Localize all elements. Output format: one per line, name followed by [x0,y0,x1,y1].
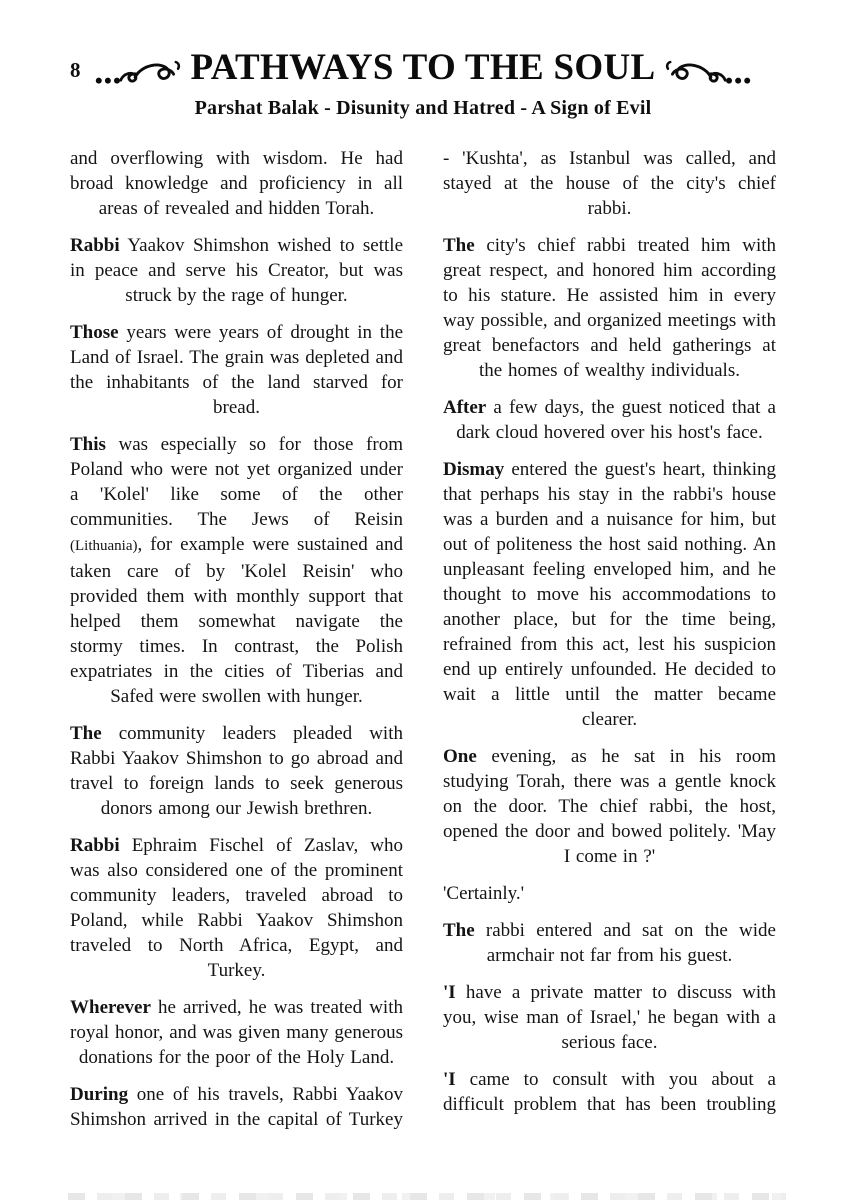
page-header [0,0,846,120]
paragraph [70,833,403,983]
paragraph [70,233,403,308]
paragraph-text: a few days, the guest noticed that a dark cloud hovered over his host's face. [456,397,776,443]
paragraph-text: evening, as he sat in his room studying Torah, there was a gentle knock on the door. The chief rabbi, the host, opened the door and bowed politely. 'May I come in ?' [443,746,776,867]
paragraph-lead-word: Rabbi [70,835,120,856]
paragraph-text: and overflowing with wisdom. He had broad knowledge and proficiency in all areas of revealed and hidden Torah. [70,148,403,219]
paragraph-lead-word: One [443,746,477,767]
paragraph [443,146,776,221]
left-text-column [70,146,403,1144]
paragraph-lead-word: 'I [443,1069,456,1090]
paragraph-lead-word: During [70,1084,129,1105]
paragraph-text: one of his travels, Rabbi Yaakov Shimshon arrived in the capital of Turkey [70,1084,403,1130]
paragraph [70,432,403,709]
flourish-ornament-left-icon [94,58,182,88]
paragraph-text: Yaakov Shimshon wished to settle in peace and serve his Creator, but was struck by the rage of hunger. [70,235,403,306]
title-row [0,46,846,88]
paragraph-text: city's chief rabbi treated him with great respect, and honored him according to his stature. He assisted him in every way possible, and organized meetings with great benefactors and held gatherings at the homes of wealthy individuals. [443,235,776,381]
paragraph [70,146,403,221]
page-number: 8 [70,58,81,82]
paragraph-text: he arrived, he was treated with royal honor, and was given many generous donations for the poor of the Holy Land. [70,997,403,1068]
paragraph [443,233,776,383]
paragraph-lead-word: Wherever [70,997,151,1018]
paragraph [443,980,776,1055]
paragraph-text: - 'Kushta', as Istanbul was called, and stayed at the house of the city's chief rabbi. [443,148,776,219]
paragraph-text: (Lithuania) [70,538,138,554]
paragraph-text: , for example were sustained and taken care of by 'Kolel Reisin' who provided them with monthly support that helped them somewhat navigate the stormy times. In contrast, the Polish expatriates in the cities of Tiberias and Safed were swollen with hunger. [70,534,403,707]
paragraph-lead-word: 'I [443,982,456,1003]
page-subtitle: Parshat Balak - Disunity and Hatred - A Sign of Evil [194,97,652,119]
paragraph [70,721,403,821]
paragraph-lead-word: The [443,920,475,941]
paragraph-text: entered the guest's heart, thinking that perhaps his stay in the rabbi's house was a burden and a nuisance for him, but out of politeness the host said nothing. An unpleasant feeling enveloped him, and he thought to move his accommodations to another place, but for the time being, refrained from this act, lest his suspicion end up entirely unfounded. He decided to wait a little until the matter became clearer. [443,459,776,730]
paragraph-lead-word: Dismay [443,459,505,480]
paragraph-lead-word: This [70,434,106,455]
paragraph [443,395,776,445]
paragraph [70,995,403,1070]
paragraph-text: years were years of drought in the Land of Israel. The grain was depleted and the inhabitants of the land starved for bread. [70,322,403,418]
paragraph [443,1067,776,1117]
paragraph-lead-word: The [70,723,102,744]
paragraph-text: came to consult with you about a difficult problem that has been troubling [443,1069,776,1115]
paragraph [443,744,776,869]
paragraph [443,457,776,732]
paragraph [70,320,403,420]
paragraph-lead-word: Those [70,322,119,343]
paragraph-text: community leaders pleaded with Rabbi Yaakov Shimshon to go abroad and travel to foreign lands to seek generous donors among our Jewish brethren. [70,723,403,819]
flourish-ornament-right-icon [664,58,752,88]
paragraph-lead-word: After [443,397,487,418]
paragraph-text: rabbi entered and sat on the wide armchair not far from his guest. [474,920,776,966]
paragraph [443,881,776,906]
paragraph [443,918,776,968]
paragraph-lead-word: The [443,235,475,256]
two-column-text-body [0,120,846,1144]
paragraph-text: 'Certainly.' [443,883,525,904]
page-title: PATHWAYS TO THE SOUL [190,46,656,88]
paragraph-text: was especially so for those from Poland who were not yet organized under a 'Kolel' like some of the other communities. The Jews of Reisin [70,434,403,530]
right-text-column [443,146,776,1144]
paragraph-text: Ephraim Fischel of Zaslav, who was also considered one of the prominent community leaders, traveled abroad to Poland, while Rabbi Yaakov Shimshon traveled to North Africa, Egypt, and Turkey. [70,835,403,981]
paragraph [70,1082,403,1132]
paragraph-lead-word: Rabbi [70,235,120,256]
cut-off-next-line-strip [68,1193,786,1200]
paragraph-text: have a private matter to discuss with you, wise man of Israel,' he began with a serious face. [443,982,776,1053]
